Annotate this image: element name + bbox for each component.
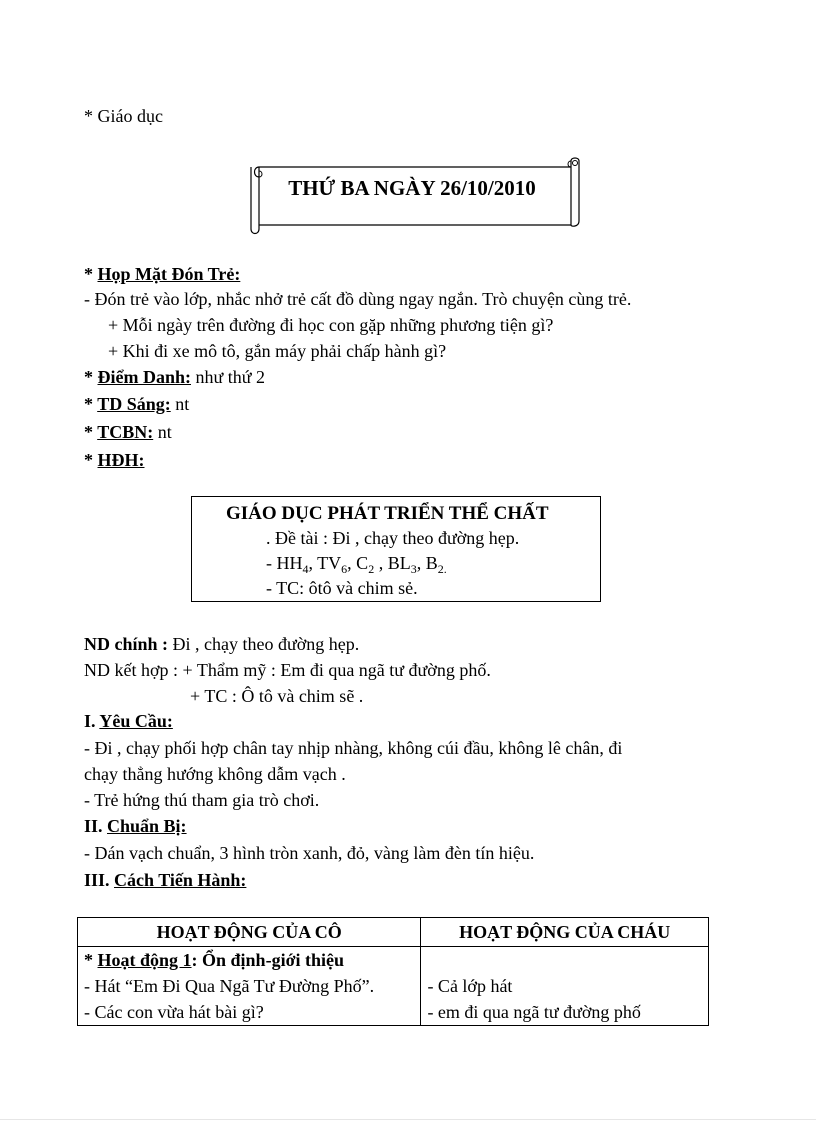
welcome-question-1: + Mỗi ngày trên đường đi học con gặp những phương tiện gì? xyxy=(108,315,554,335)
morning-exercise-value: nt xyxy=(170,394,190,414)
main-content-text: Đi , chạy theo đường hẹp. xyxy=(168,634,360,654)
section-1-line-2: chạy thẳng hướng không dẫm vạch . xyxy=(84,764,346,784)
section-3-heading: Cách Tiến Hành: xyxy=(114,870,247,890)
subject-bl: , BL xyxy=(374,553,411,573)
welcome-heading-line xyxy=(84,264,240,285)
subject-b: , B xyxy=(416,553,438,573)
hdh-line xyxy=(84,450,145,471)
subject-hh: - HH xyxy=(266,553,303,573)
teacher-activity-cell xyxy=(78,947,421,1026)
tcbn-value: nt xyxy=(153,422,172,442)
activity-1-label: Hoạt động 1 xyxy=(97,950,192,970)
activity-1-title xyxy=(84,947,414,973)
section-1-number: I. xyxy=(84,711,100,731)
page-title: THỨ BA NGÀY 26/10/2010 xyxy=(288,176,536,200)
combined-content-line-2: + TC : Ô tô và chim sẽ . xyxy=(190,686,364,706)
roll-call-value: như thứ 2 xyxy=(191,367,266,387)
bullet: * xyxy=(84,394,98,414)
section-3-heading-line xyxy=(84,870,246,891)
bullet: * xyxy=(84,450,98,470)
child-activity-cell xyxy=(421,947,709,1026)
activity-1-text: : Ổn định-giới thiệu xyxy=(191,950,345,970)
teacher-line-1: - Hát “Em Đi Qua Ngã Tư Đường Phố”. xyxy=(84,976,375,996)
subject-c: , C xyxy=(347,553,369,573)
lesson-game: - TC: ôtô và chim sẻ. xyxy=(266,578,418,598)
bullet: * xyxy=(84,950,98,970)
lesson-box-title: GIÁO DỤC PHÁT TRIỂN THỂ CHẤT xyxy=(226,503,549,524)
top-note: * Giáo dục xyxy=(84,106,163,126)
teacher-activity-header: HOẠT ĐỘNG CỦA CÔ xyxy=(78,918,421,947)
roll-call-line xyxy=(84,367,265,388)
main-content-label: ND chính : xyxy=(84,634,169,654)
bullet: * xyxy=(84,264,98,284)
subject-hh-sub: 4 xyxy=(302,562,309,576)
section-2-line-1: - Dán vạch chuẩn, 3 hình tròn xanh, đỏ, vàng làm đèn tín hiệu. xyxy=(84,843,535,863)
morning-exercise-heading: TD Sáng: xyxy=(97,394,171,414)
main-content-line xyxy=(84,634,359,655)
teacher-line-2: - Các con vừa hát bài gì? xyxy=(84,1002,264,1022)
bullet: * xyxy=(84,422,98,442)
lesson-box xyxy=(191,496,601,602)
roll-call-heading: Điểm Danh: xyxy=(97,367,191,387)
section-2-heading-line xyxy=(84,816,187,837)
table-row xyxy=(78,947,709,1026)
combined-content-line: ND kết hợp : + Thẩm mỹ : Em đi qua ngã tư đường phố. xyxy=(84,660,491,680)
subject-tv: , TV xyxy=(308,553,342,573)
lesson-topic: . Đề tài : Đi , chạy theo đường hẹp. xyxy=(266,528,520,548)
section-1-heading: Yêu Cầu: xyxy=(99,711,173,731)
welcome-line: - Đón trẻ vào lớp, nhắc nhở trẻ cất đồ dùng ngay ngắn. Trò chuyện cùng trẻ. xyxy=(84,289,632,309)
subject-bl-sub: 3 xyxy=(410,562,417,576)
tcbn-line xyxy=(84,422,172,443)
child-line-2: - em đi qua ngã tư đường phố xyxy=(427,1002,641,1022)
welcome-question-2: + Khi đi xe mô tô, gắn máy phải chấp hành gì? xyxy=(108,341,447,361)
section-2-heading: Chuẩn Bị: xyxy=(107,816,187,836)
morning-exercise-line xyxy=(84,394,189,415)
section-1-line-3: - Trẻ hứng thú tham gia trò chơi. xyxy=(84,790,320,810)
child-activity-header: HOẠT ĐỘNG CỦA CHÁU xyxy=(421,918,709,947)
section-2-number: II. xyxy=(84,816,108,836)
subject-b-sub: 2. xyxy=(437,562,447,576)
section-3-number: III. xyxy=(84,870,115,890)
section-1-heading-line xyxy=(84,711,173,732)
subject-c-sub: 2 xyxy=(368,562,375,576)
page-bottom-divider xyxy=(0,1119,816,1120)
lesson-subjects xyxy=(266,553,447,574)
child-line-1: - Cả lớp hát xyxy=(427,976,513,996)
welcome-heading: Họp Mặt Đón Trẻ: xyxy=(97,264,241,284)
table-header-row xyxy=(78,918,709,947)
activity-table xyxy=(77,917,709,1026)
section-1-line-1: - Đi , chạy phối hợp chân tay nhịp nhàng, không cúi đầu, không lê chân, đi xyxy=(84,738,623,758)
tcbn-heading: TCBN: xyxy=(97,422,154,442)
subject-tv-sub: 6 xyxy=(341,562,348,576)
hdh-heading: HĐH: xyxy=(97,450,145,470)
bullet: * xyxy=(84,367,98,387)
